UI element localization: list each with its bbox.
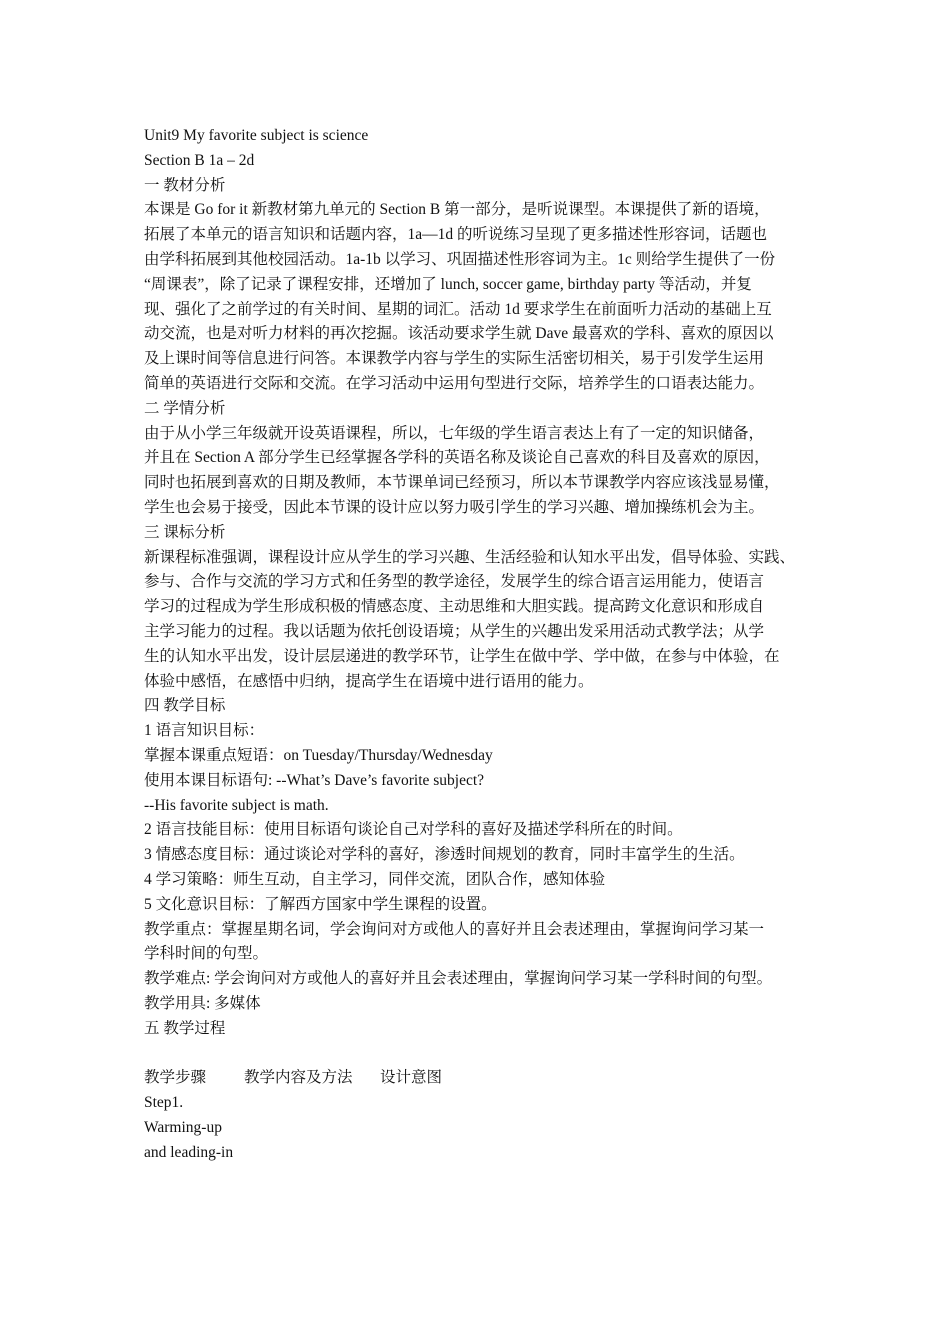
text-line: 教学难点: 学会询问对方或他人的喜好并且会表述理由，掌握询问学习某一学科时间的句型。 xyxy=(144,970,773,988)
text-line: 由学科拓展到其他校园活动。1a-1b 以学习、巩固描述性形容词为主。1c 则给学生提供了一份 xyxy=(144,250,776,268)
document-body xyxy=(144,124,844,1165)
text-line: 现、强化了之前学过的有关时间、星期的词汇。活动 1d 要求学生在前面听力活动的基础上互 xyxy=(144,300,772,318)
text-line: 并且在 Section A 部分学生已经掌握各学科的英语名称及谈论自己喜欢的科目及喜欢的原因， xyxy=(144,449,770,467)
text-line: 使用本课目标语句: --What’s Dave’s favorite subject? xyxy=(144,771,485,789)
text-line: 5 文化意识目标：了解西方国家中学生课程的设置。 xyxy=(144,895,497,913)
process-table-header xyxy=(144,1066,844,1091)
text-line: Step1. xyxy=(144,1094,184,1112)
column-header-intent: 设计意图 xyxy=(380,1069,443,1087)
text-line: 一 教材分析 xyxy=(144,176,226,194)
text-line: 3 情感态度目标：通过谈论对学科的喜好，渗透时间规划的教育，同时丰富学生的生活。 xyxy=(144,846,745,864)
text-line: 2 语言技能目标：使用目标语句谈论自己对学科的喜好及描述学科所在的时间。 xyxy=(144,821,683,839)
text-line: 由于从小学三年级就开设英语课程，所以，七年级的学生语言表达上有了一定的知识储备， xyxy=(144,424,765,442)
column-header-content: 教学内容及方法 xyxy=(244,1069,353,1087)
text-line: 体验中感悟，在感悟中归纳，提高学生在语境中进行语用的能力。 xyxy=(144,672,594,690)
text-block-step xyxy=(144,1091,844,1165)
text-line: 二 学情分析 xyxy=(144,399,226,417)
text-line: 及上课时间等信息进行问答。本课教学内容与学生的实际生活密切相关，易于引发学生运用 xyxy=(144,350,765,368)
text-line: --His favorite subject is math. xyxy=(144,796,329,814)
text-line: 本课是 Go for it 新教材第九单元的 Section B 第一部分，是听说课型。本课提供了新的语境， xyxy=(144,201,770,219)
text-line: 学科时间的句型。 xyxy=(144,945,269,963)
column-header-step: 教学步骤 xyxy=(144,1069,207,1087)
text-line: 生的认知水平出发，设计层层递进的教学环节，让学生在做中学、学中做，在参与中体验，在 xyxy=(144,647,780,665)
text-line: 学生也会易于接受，因此本节课的设计应以努力吸引学生的学习兴趣、增加操练机会为主。 xyxy=(144,498,765,516)
blank-line xyxy=(144,1041,844,1066)
text-line: 简单的英语进行交际和交流。在学习活动中运用句型进行交际，培养学生的口语表达能力。 xyxy=(144,374,765,392)
text-line: 主学习能力的过程。我以话题为依托创设语境；从学生的兴趣出发采用活动式教学法；从学 xyxy=(144,622,765,640)
text-line: 掌握本课重点短语：on Tuesday/Thursday/Wednesday xyxy=(144,746,493,764)
text-line: 1 语言知识目标： xyxy=(144,722,265,740)
text-block-main xyxy=(144,124,844,1041)
text-line: 4 学习策略：师生互动，自主学习，同伴交流，团队合作，感知体验 xyxy=(144,870,606,888)
text-line: 学习的过程成为学生形成积极的情感态度、主动思维和大胆实践。提高跨文化意识和形成自 xyxy=(144,598,765,616)
text-line: 三 课标分析 xyxy=(144,523,226,541)
text-line: 教学重点：掌握星期名词，学会询问对方或他人的喜好并且会表述理由，掌握询问学习某一 xyxy=(144,920,765,938)
text-line: 拓展了本单元的语言知识和话题内容，1a—1d 的听说练习呈现了更多描述性形容词，话题也 xyxy=(144,226,768,244)
text-line: 参与、合作与交流的学习方式和任务型的教学途径，发展学生的综合语言运用能力，使语言 xyxy=(144,573,765,591)
text-line: and leading-in xyxy=(144,1143,234,1161)
text-line: Unit9 My favorite subject is science xyxy=(144,127,369,144)
text-line: 新课程标准强调，课程设计应从学生的学习兴趣、生活经验和认知水平出发，倡导体验、实践、 xyxy=(144,548,796,566)
text-line: “周课表”，除了记录了课程安排，还增加了 lunch, soccer game, birthday party 等活动，并复 xyxy=(144,275,752,293)
text-line: Section B 1a – 2d xyxy=(144,151,255,169)
text-line: Warming-up xyxy=(144,1118,222,1136)
text-line: 四 教学目标 xyxy=(144,697,226,715)
text-line: 动交流，也是对听力材料的再次挖掘。该活动要求学生就 Dave 最喜欢的学科、喜欢的原因以 xyxy=(144,325,774,343)
text-line: 教学用具: 多媒体 xyxy=(144,994,261,1012)
text-line: 五 教学过程 xyxy=(144,1019,226,1037)
text-line: 同时也拓展到喜欢的日期及教师，本节课单词已经预习，所以本节课教学内容应该浅显易懂， xyxy=(144,474,780,492)
